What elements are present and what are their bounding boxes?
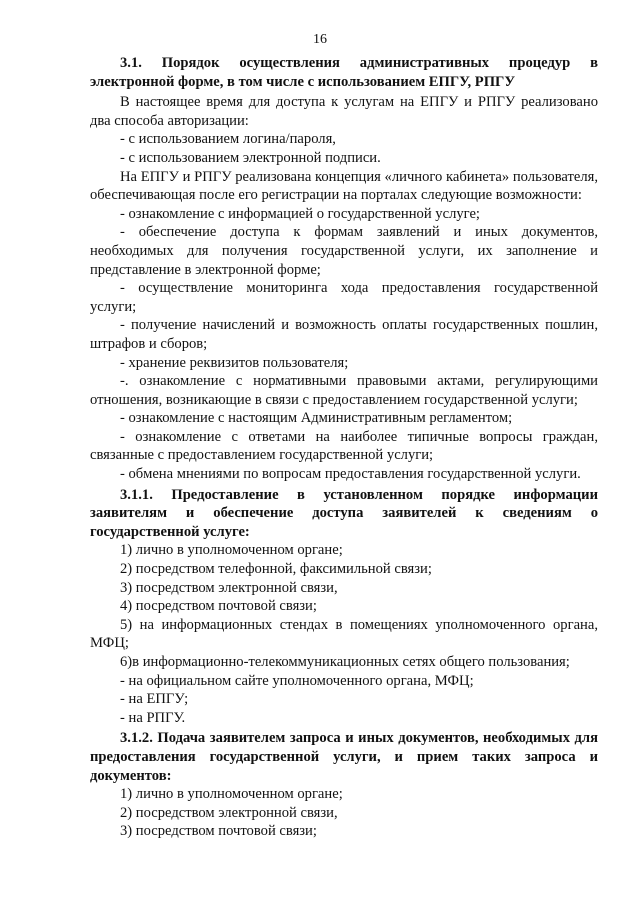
list-item: 5) на информационных стендах в помещениях уполномоченного органа, МФЦ; (90, 616, 598, 652)
list-item: -. ознакомление с нормативными правовыми актами, регулирующими отношения, возникающие в связи с предоставлением государственной услуги; (90, 373, 598, 408)
list-item: - ознакомление с настоящим Административным регламентом; (120, 410, 513, 427)
list-item: - ознакомление с информацией о государственной услуге; (120, 205, 480, 222)
page-number: 16 (313, 32, 327, 47)
list-item: - на официальном сайте уполномоченного органа, МФЦ; (120, 672, 474, 689)
list-item: - осуществление мониторинга хода предоставления государственной услуги; (90, 280, 598, 315)
list-item: 6)в информационно-телекоммуникационных сетях общего пользования; (120, 654, 570, 670)
list-item: 2) посредством телефонной, факсимильной связи; (120, 561, 432, 578)
list-item: 2) посредством электронной связи, (120, 804, 338, 821)
paragraph: На ЕПГУ и РПГУ реализована концепция «личного кабинета» пользователя, обеспечивающая после его регистрации на порталах следующие возможности: (90, 168, 598, 204)
section-heading-3-1-2: 3.1.2. Подача заявителем запроса и иных документов, необходимых для предоставления государственной услуги, и прием таких запроса и документов: (90, 730, 598, 784)
list-item: - с использованием логина/пароля, (120, 131, 336, 148)
list-item: - ознакомление с ответами на наиболее типичные вопросы граждан, связанные с предоставлением государственной услуги; (90, 428, 598, 464)
section-heading-3-1-1: 3.1.1. Предоставление в установленном порядке информации заявителям и обеспечение доступа заявителей к сведениям о государственной услуге: (90, 486, 598, 540)
section-heading-3-1: 3.1. Порядок осуществления административных процедур в электронной форме, в том числе с использованием ЕПГУ, РПГУ (90, 55, 598, 90)
list-item: 3) посредством почтовой связи; (120, 823, 317, 840)
list-item: - хранение реквизитов пользователя; (120, 354, 349, 371)
list-item: - на РПГУ. (120, 709, 186, 726)
list-item: 4) посредством почтовой связи; (120, 598, 317, 615)
list-item: - получение начислений и возможность оплаты государственных пошлин, штрафов и сборов; (90, 317, 598, 352)
list-item: 3) посредством электронной связи, (120, 579, 338, 596)
list-item: - обеспечение доступа к формам заявлений и иных документов, необходимых для получения государственной услуги, их заполнение и представление в электронной форме; (90, 224, 598, 278)
list-item: - на ЕПГУ; (120, 691, 189, 708)
document-body (90, 52, 598, 841)
list-item: - с использованием электронной подписи. (120, 149, 381, 166)
paragraph: В настоящее время для доступа к услугам на ЕПГУ и РПГУ реализовано два способа авторизации: (90, 94, 598, 129)
list-item: 1) лично в уполномоченном органе; (120, 542, 343, 559)
list-item: - обмена мнениями по вопросам предоставления государственной услуги. (120, 466, 581, 483)
list-item: 1) лично в уполномоченном органе; (120, 786, 343, 803)
